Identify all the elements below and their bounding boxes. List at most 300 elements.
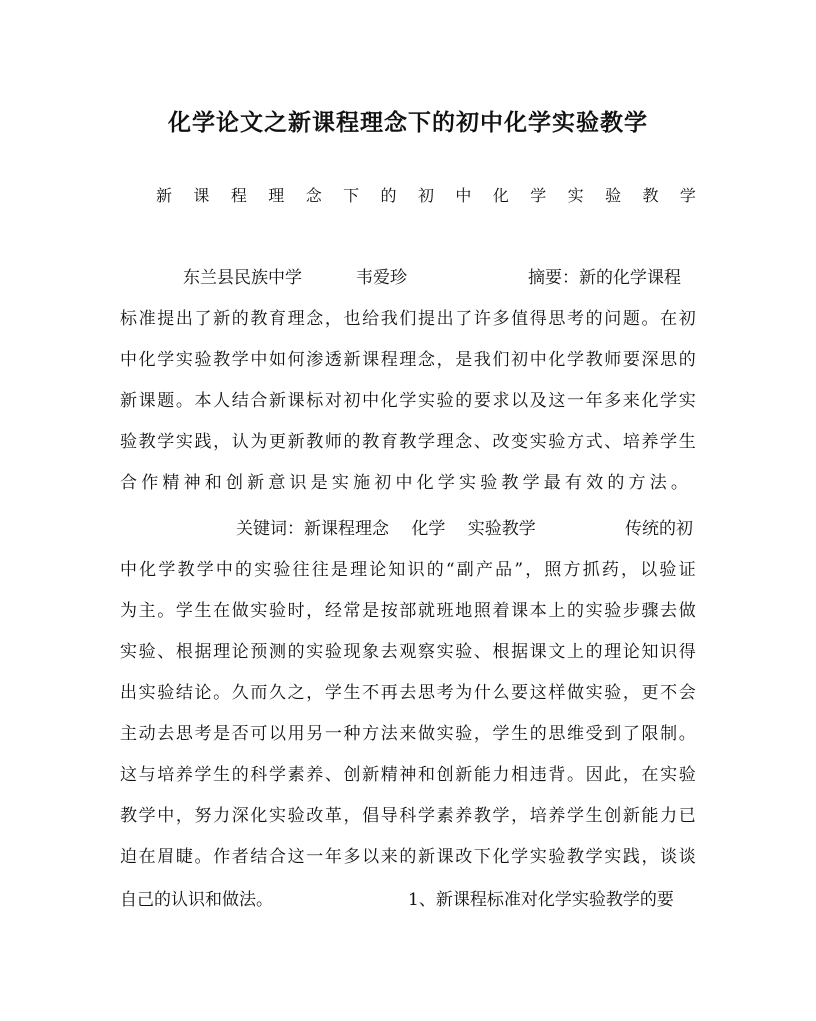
text-char: 课 xyxy=(362,350,380,370)
text-char: 新 xyxy=(362,765,380,785)
text-char: 验 xyxy=(436,391,454,411)
text-char: 论 xyxy=(194,683,212,703)
subtitle-char: 中 xyxy=(455,186,472,205)
text-char: 精 xyxy=(162,473,180,493)
text-char: 。 xyxy=(641,309,659,329)
text-char: 值 xyxy=(511,309,529,329)
text-char: 地 xyxy=(455,601,473,621)
text-char: 教 xyxy=(501,473,519,493)
text-char: 以 xyxy=(362,847,380,867)
text-char: 学 xyxy=(418,432,435,452)
text-char: 透 xyxy=(324,350,342,370)
text-char: 识 xyxy=(407,560,425,580)
keywords: 关键词：新课程理念 化学 实验教学 xyxy=(236,519,536,539)
text-char: 神 xyxy=(399,765,417,785)
text-char: 倡 xyxy=(362,806,380,826)
text-char: 按 xyxy=(380,601,398,621)
text-char: 验 xyxy=(548,432,566,452)
text-char: 做 xyxy=(567,683,584,703)
text-char: 上 xyxy=(567,642,584,662)
text-char: 的 xyxy=(607,473,625,493)
text-char: 来 xyxy=(399,724,417,744)
text-char: 师 xyxy=(604,350,622,370)
text-char: 教 xyxy=(567,847,584,867)
text-char: 实 xyxy=(529,847,547,867)
text-char: 初 xyxy=(343,391,361,411)
text-char: 为 xyxy=(250,432,268,452)
document-subtitle xyxy=(156,183,696,209)
text-char: 实 xyxy=(418,391,435,411)
text-char: 睫 xyxy=(175,847,193,867)
text-char: 以 xyxy=(640,560,658,580)
text-char: 就 xyxy=(418,601,435,621)
text-char: 照 xyxy=(544,560,562,580)
text-char: 法 xyxy=(649,473,667,493)
text-char: 验 xyxy=(455,724,473,744)
text-char: 识 xyxy=(289,473,307,493)
text-char: 验 xyxy=(480,473,498,493)
text-char: 提 xyxy=(418,309,435,329)
body-line-last xyxy=(120,883,696,917)
text-char: 背 xyxy=(548,765,566,785)
subtitle-char: 初 xyxy=(417,186,434,205)
text-char: 验 xyxy=(324,642,342,662)
text-char: 迫 xyxy=(120,847,137,867)
text-char: 主 xyxy=(138,601,156,621)
text-char: 精 xyxy=(380,765,398,785)
text-char: 的 xyxy=(585,309,603,329)
text-char: 力 xyxy=(213,806,231,826)
text-char: 神 xyxy=(183,473,201,493)
text-char: 去 xyxy=(157,724,175,744)
text-char: 要 xyxy=(622,350,640,370)
text-char: 教 xyxy=(177,560,195,580)
text-char: 经 xyxy=(324,601,342,621)
text-char: 方 xyxy=(362,724,380,744)
text-char: ， xyxy=(622,683,640,703)
text-char: 主 xyxy=(120,724,137,744)
text-char: 之 xyxy=(287,683,305,703)
text-char: ， xyxy=(306,601,324,621)
text-char: 生 xyxy=(213,765,231,785)
text-char: 学 xyxy=(660,391,678,411)
text-char: 程 xyxy=(380,350,398,370)
abstract-line xyxy=(120,425,696,459)
text-char: 能 xyxy=(473,765,491,785)
text-char: 验 xyxy=(273,560,291,580)
text-char: 新 xyxy=(418,847,435,867)
text-char: 学 xyxy=(418,806,435,826)
text-char: 班 xyxy=(436,601,454,621)
text-char: 论 xyxy=(622,642,640,662)
text-char: 这 xyxy=(548,391,566,411)
text-char: 文 xyxy=(548,642,566,662)
text-char: 限 xyxy=(641,724,659,744)
text-char: 受 xyxy=(585,724,603,744)
text-char: 理 xyxy=(436,432,454,452)
text-char: 新 xyxy=(213,309,231,329)
text-char: 中 xyxy=(529,350,547,370)
text-char: 理 xyxy=(604,642,622,662)
text-char: 药 xyxy=(601,560,619,580)
text-char: 创 xyxy=(225,473,243,493)
subtitle-char: 程 xyxy=(230,186,247,205)
text-char: 和 xyxy=(418,765,435,785)
text-char: 生 xyxy=(678,432,696,452)
text-char: 证 xyxy=(678,560,696,580)
text-char: 实 xyxy=(269,806,286,826)
text-char: 品 xyxy=(495,560,513,580)
text-char: 是 xyxy=(213,724,231,744)
text-char: 更 xyxy=(641,683,659,703)
text-char: 化 xyxy=(138,350,156,370)
text-char: 学 xyxy=(194,765,212,785)
body-line xyxy=(120,676,696,710)
text-char: 何 xyxy=(287,350,305,370)
text-char: 思 xyxy=(175,724,193,744)
text-char: 理 xyxy=(350,560,368,580)
keywords-line xyxy=(120,512,696,546)
text-char: 观 xyxy=(399,642,417,662)
text-char: 久 xyxy=(269,683,286,703)
text-char: 学 xyxy=(492,806,510,826)
text-char: 验 xyxy=(157,683,175,703)
text-char: 学 xyxy=(269,765,286,785)
text-char: 改 xyxy=(306,806,324,826)
text-char: 往 xyxy=(292,560,310,580)
text-char: 测 xyxy=(269,642,286,662)
text-char: 可 xyxy=(250,724,268,744)
text-char: 出 xyxy=(436,309,454,329)
text-char: 的 xyxy=(678,350,696,370)
text-char: 了 xyxy=(455,309,473,329)
text-char: 化 xyxy=(139,560,157,580)
body-line xyxy=(120,553,696,587)
text-char: 中 xyxy=(120,560,137,580)
abstract-line xyxy=(120,384,696,418)
text-char: 什 xyxy=(473,683,491,703)
text-char: 实 xyxy=(604,847,622,867)
text-char: 着 xyxy=(492,601,510,621)
author-name: 韦爱珍 xyxy=(356,268,407,288)
text-char: 另 xyxy=(306,724,324,744)
text-char: 对 xyxy=(324,391,342,411)
text-char: 素 xyxy=(436,806,454,826)
text-char: 新 xyxy=(269,391,286,411)
text-char: 久 xyxy=(231,683,249,703)
subtitle-char: 课 xyxy=(193,186,210,205)
text-char: 识 xyxy=(660,642,678,662)
text-char: 学 xyxy=(522,473,540,493)
text-char: 方 xyxy=(628,473,646,493)
text-char: 学 xyxy=(138,806,156,826)
text-char: 的 xyxy=(399,847,417,867)
text-char: 是 xyxy=(362,601,380,621)
text-char: 在 xyxy=(213,601,231,621)
text-char: 育 xyxy=(269,309,286,329)
subtitle-char: 的 xyxy=(380,186,397,205)
text-char: 及 xyxy=(529,391,547,411)
text-char: 意 xyxy=(268,473,286,493)
text-char: 教 xyxy=(306,432,324,452)
text-char: 因 xyxy=(585,765,603,785)
text-char: 、 xyxy=(324,765,342,785)
text-char: 学 xyxy=(567,806,584,826)
text-char: 照 xyxy=(473,601,491,621)
text-char: 实 xyxy=(436,642,454,662)
text-char: 预 xyxy=(250,642,268,662)
subtitle-char: 新 xyxy=(156,186,173,205)
text-char: 中 xyxy=(157,806,175,826)
text-char: 学 xyxy=(231,350,249,370)
text-char: 实 xyxy=(306,642,324,662)
text-char: 实 xyxy=(660,765,678,785)
text-char: 实 xyxy=(138,683,156,703)
text-char: 学 xyxy=(157,350,175,370)
text-char: 往 xyxy=(311,560,329,580)
text-char: 学 xyxy=(567,350,584,370)
text-char: 。 xyxy=(157,601,175,621)
text-char: 验 xyxy=(604,683,622,703)
text-char: 这 xyxy=(120,765,137,785)
text-char: 学 xyxy=(399,391,417,411)
text-char: 多 xyxy=(492,309,510,329)
text-char: 合 xyxy=(120,473,137,493)
subtitle-char: 下 xyxy=(343,186,360,205)
text-char: 初 xyxy=(511,350,529,370)
text-char: 用 xyxy=(287,724,305,744)
text-char: 的 xyxy=(231,765,249,785)
text-char: 思 xyxy=(418,683,435,703)
text-char: 验 xyxy=(287,806,305,826)
text-char: 渗 xyxy=(306,350,324,370)
text-char: 察 xyxy=(418,642,435,662)
text-char: 是 xyxy=(330,560,348,580)
text-char: 是 xyxy=(455,350,473,370)
text-char: 化 xyxy=(492,847,510,867)
text-char: 教 xyxy=(473,806,491,826)
text-char: 部 xyxy=(399,601,417,621)
text-char: 年 xyxy=(585,391,603,411)
text-char: 准 xyxy=(138,309,156,329)
text-char: 们 xyxy=(399,309,417,329)
text-char: 实 xyxy=(175,432,193,452)
text-char: 我 xyxy=(380,309,398,329)
text-char: ， xyxy=(525,560,543,580)
text-char: 深 xyxy=(231,806,249,826)
text-char: 而 xyxy=(250,683,268,703)
text-char: 课 xyxy=(138,391,156,411)
text-char: 实 xyxy=(120,642,137,662)
text-char: 验 xyxy=(604,601,622,621)
text-char: 副 xyxy=(456,560,474,580)
text-char: 法 xyxy=(380,724,398,744)
body-line xyxy=(120,758,696,792)
text-char: 做 xyxy=(678,601,696,621)
subtitle-char: 学 xyxy=(679,186,696,205)
text-char: 力 xyxy=(660,806,678,826)
text-char: 科 xyxy=(250,765,268,785)
text-char: 思 xyxy=(660,350,678,370)
text-char: 考 xyxy=(567,309,584,329)
text-char: 理 xyxy=(287,309,305,329)
text-char: 生 xyxy=(511,724,529,744)
text-char: 的 xyxy=(529,724,547,744)
text-char: 教 xyxy=(138,432,156,452)
text-char: 的 xyxy=(567,601,584,621)
text-char: 念 xyxy=(306,309,324,329)
text-char: 要 xyxy=(473,391,491,411)
text-char: 来 xyxy=(622,391,640,411)
text-char: 抓 xyxy=(582,560,600,580)
text-char: ， xyxy=(213,432,231,452)
text-char: 维 xyxy=(567,724,584,744)
text-char: 以 xyxy=(269,724,286,744)
text-char: 多 xyxy=(604,391,622,411)
text-char: 化 xyxy=(416,473,434,493)
text-char: 新 xyxy=(120,391,137,411)
text-char: 。 xyxy=(213,683,231,703)
text-char: 会 xyxy=(678,683,696,703)
abstract-line xyxy=(120,343,696,377)
text-char: ， xyxy=(511,806,529,826)
text-char: 念 xyxy=(418,350,435,370)
text-char: 认 xyxy=(231,432,249,452)
text-char: 素 xyxy=(287,765,305,785)
text-char: 本 xyxy=(194,391,212,411)
text-char: 养 xyxy=(641,432,659,452)
text-char: 养 xyxy=(455,806,473,826)
text-char: 学 xyxy=(437,473,455,493)
text-char: 根 xyxy=(492,642,510,662)
body-line xyxy=(120,635,696,669)
text-char: 改 xyxy=(455,847,473,867)
text-char: 、 xyxy=(157,642,175,662)
text-char: 得 xyxy=(529,309,547,329)
text-char: 实 xyxy=(678,391,696,411)
text-char: 努 xyxy=(194,806,212,826)
text-char: ， xyxy=(306,683,324,703)
text-char: 的 xyxy=(426,560,444,580)
text-char: 教 xyxy=(585,350,603,370)
text-char: 现 xyxy=(343,642,361,662)
text-char: 标 xyxy=(306,391,324,411)
text-char: 念 xyxy=(455,432,473,452)
text-char: 学 xyxy=(511,847,529,867)
text-char: 一 xyxy=(324,724,342,744)
text-char: 是 xyxy=(310,473,328,493)
text-char: 去 xyxy=(380,642,398,662)
text-char: 也 xyxy=(343,309,361,329)
text-char: 效 xyxy=(586,473,604,493)
text-char: 动 xyxy=(138,724,156,744)
text-char: 课 xyxy=(511,601,529,621)
text-char: 此 xyxy=(604,765,622,785)
text-char: 论 xyxy=(231,642,249,662)
text-char: 在 xyxy=(660,309,678,329)
text-char: 出 xyxy=(175,309,193,329)
text-char: 已 xyxy=(678,806,696,826)
text-char: 提 xyxy=(157,309,175,329)
text-char: 来 xyxy=(380,847,398,867)
text-char: 么 xyxy=(492,683,510,703)
text-char: 教 xyxy=(399,432,417,452)
text-char: 的 xyxy=(235,560,253,580)
school-name: 东兰县民族中学 xyxy=(183,268,302,288)
text-char: 在 xyxy=(641,765,659,785)
text-char: 。 xyxy=(567,765,584,785)
text-char: 化 xyxy=(548,350,566,370)
text-char: 学 xyxy=(157,432,175,452)
text-char: 化 xyxy=(641,391,659,411)
text-char: 。 xyxy=(678,724,696,744)
text-char: 了 xyxy=(622,724,640,744)
text-char: 知 xyxy=(641,642,659,662)
text-char: 实 xyxy=(459,473,476,493)
text-char: 深 xyxy=(641,350,659,370)
text-char: 创 xyxy=(436,765,454,785)
text-char: 。 xyxy=(670,473,688,493)
text-char: 骤 xyxy=(641,601,659,621)
text-char: 、 xyxy=(473,432,491,452)
text-char: 课 xyxy=(436,847,454,867)
subtitle-char: 念 xyxy=(305,186,322,205)
text-char: 制 xyxy=(660,724,678,744)
text-char: 新 xyxy=(287,432,305,452)
text-char: 实 xyxy=(331,473,349,493)
text-char: 题 xyxy=(622,309,640,329)
subtitle-char: 理 xyxy=(268,186,285,205)
text-char: ， xyxy=(622,765,640,785)
subtitle-char: 教 xyxy=(642,186,659,205)
text-char: 革 xyxy=(324,806,342,826)
text-char: 一 xyxy=(567,391,584,411)
text-char: 标 xyxy=(120,309,137,329)
text-char: 和 xyxy=(204,473,222,493)
body-line xyxy=(120,840,696,874)
text-char: 否 xyxy=(231,724,249,744)
text-char: 中 xyxy=(395,473,413,493)
text-char: 。 xyxy=(194,847,212,867)
text-char: 教 xyxy=(213,350,231,370)
text-char: 合 xyxy=(250,391,268,411)
text-char: 养 xyxy=(306,765,324,785)
text-char: 结 xyxy=(250,847,268,867)
text-char: 育 xyxy=(380,432,398,452)
text-char: 实 xyxy=(436,724,454,744)
text-char: 中 xyxy=(362,391,380,411)
text-char: 作 xyxy=(213,847,231,867)
text-char: 生 xyxy=(343,683,361,703)
subtitle-char: 实 xyxy=(567,186,584,205)
text-char: 下 xyxy=(473,847,491,867)
text-char: 最 xyxy=(543,473,561,493)
text-char: 问 xyxy=(604,309,622,329)
text-char: ， xyxy=(436,350,454,370)
subtitle-char: 验 xyxy=(605,186,622,205)
text-char: 产 xyxy=(475,560,493,580)
text-char: 题 xyxy=(157,391,175,411)
text-char: 中 xyxy=(215,560,233,580)
text-char: ， xyxy=(621,560,639,580)
text-char: 结 xyxy=(175,683,193,703)
text-char: 新 xyxy=(622,806,640,826)
text-char: 给 xyxy=(362,309,380,329)
text-char: 践 xyxy=(622,847,640,867)
text-char: 学 xyxy=(158,560,176,580)
text-char: 再 xyxy=(380,683,398,703)
text-char: 与 xyxy=(138,765,156,785)
